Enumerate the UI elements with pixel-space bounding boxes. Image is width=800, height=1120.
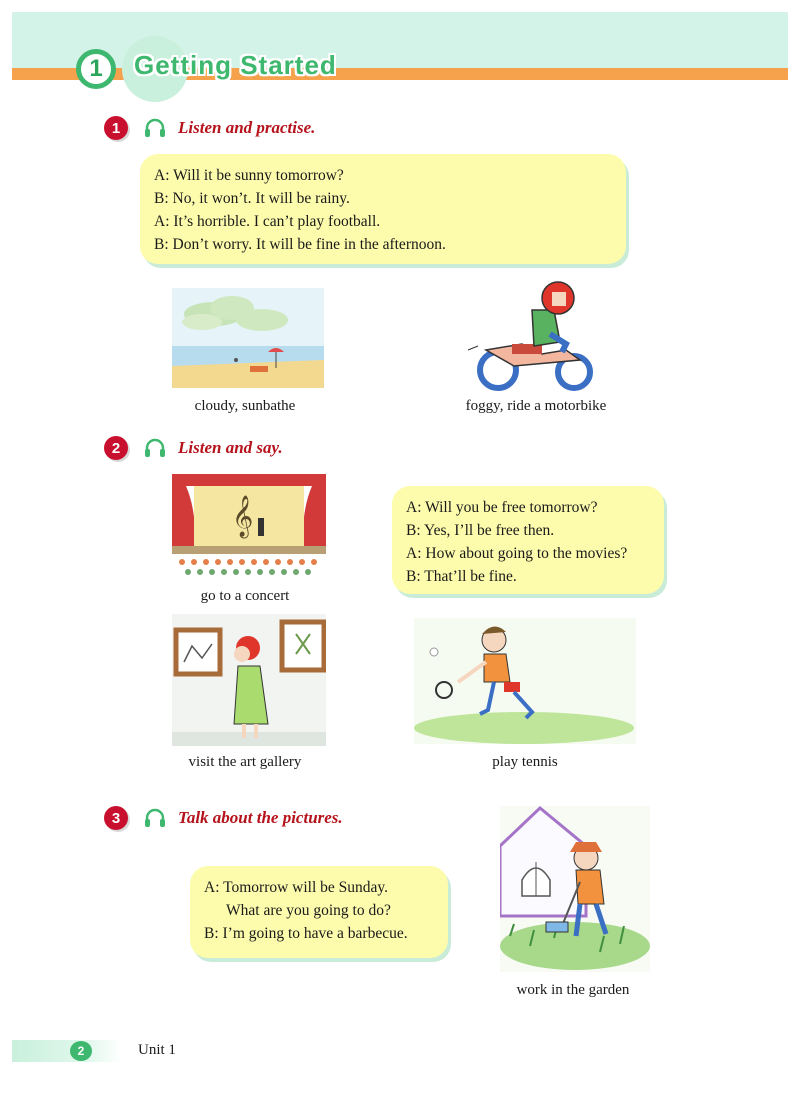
dialogue-bubble-2 — [392, 486, 664, 594]
headphones-icon[interactable] — [144, 118, 166, 138]
unit-label: Unit 1 — [138, 1042, 176, 1058]
dialogue-bubble-1 — [140, 154, 626, 264]
unit-section-number: 1 — [76, 49, 116, 89]
page-number: 2 — [70, 1041, 92, 1061]
caption-visit-art-gallery: visit the art gallery — [188, 754, 302, 770]
beach-illustration — [172, 288, 324, 388]
caption-go-to-concert: go to a concert — [200, 588, 290, 604]
caption-cloudy-sunbathe: cloudy, sunbathe — [194, 398, 296, 414]
section-1-title: Listen and practise. — [178, 118, 316, 137]
dialogue-line: B: Yes, I’ll be free then. — [406, 522, 555, 539]
dialogue-line: B: I’m going to have a barbecue. — [204, 925, 408, 942]
dialogue-line: B: Don’t worry. It will be fine in the afternoon. — [154, 236, 446, 253]
garden-illustration — [500, 806, 650, 972]
dialogue-line: A: Will it be sunny tomorrow? — [154, 167, 344, 184]
caption-foggy-ride-motorbike: foggy, ride a motorbike — [465, 398, 607, 414]
dialogue-bubble-3 — [190, 866, 448, 958]
footer-band — [12, 1040, 122, 1062]
dialogue-line: A: It’s horrible. I can’t play football. — [154, 213, 381, 230]
caption-play-tennis: play tennis — [492, 754, 558, 770]
art-gallery-illustration — [172, 614, 326, 746]
section-3-title: Talk about the pictures. — [178, 808, 343, 827]
section-2-title: Listen and say. — [178, 438, 283, 457]
concert-illustration — [172, 474, 326, 580]
headphones-icon[interactable] — [144, 438, 166, 458]
dialogue-line: A: How about going to the movies? — [406, 545, 628, 562]
section-2-number: 2 — [104, 436, 128, 460]
motorbike-illustration — [462, 280, 600, 392]
section-1-number: 1 — [104, 116, 128, 140]
caption-work-in-garden: work in the garden — [516, 982, 630, 998]
page-title: Getting Started — [134, 50, 337, 80]
dialogue-line: What are you going to do? — [226, 902, 391, 919]
svg-text:𝄞: 𝄞 — [232, 496, 254, 537]
section-3-number: 3 — [104, 806, 128, 830]
dialogue-line: A: Tomorrow will be Sunday. — [204, 879, 389, 896]
dialogue-line: B: That’ll be fine. — [406, 568, 517, 585]
dialogue-line: A: Will you be free tomorrow? — [406, 499, 598, 516]
dialogue-line: B: No, it won’t. It will be rainy. — [154, 190, 350, 207]
tennis-illustration — [414, 618, 636, 744]
headphones-icon[interactable] — [144, 808, 166, 828]
